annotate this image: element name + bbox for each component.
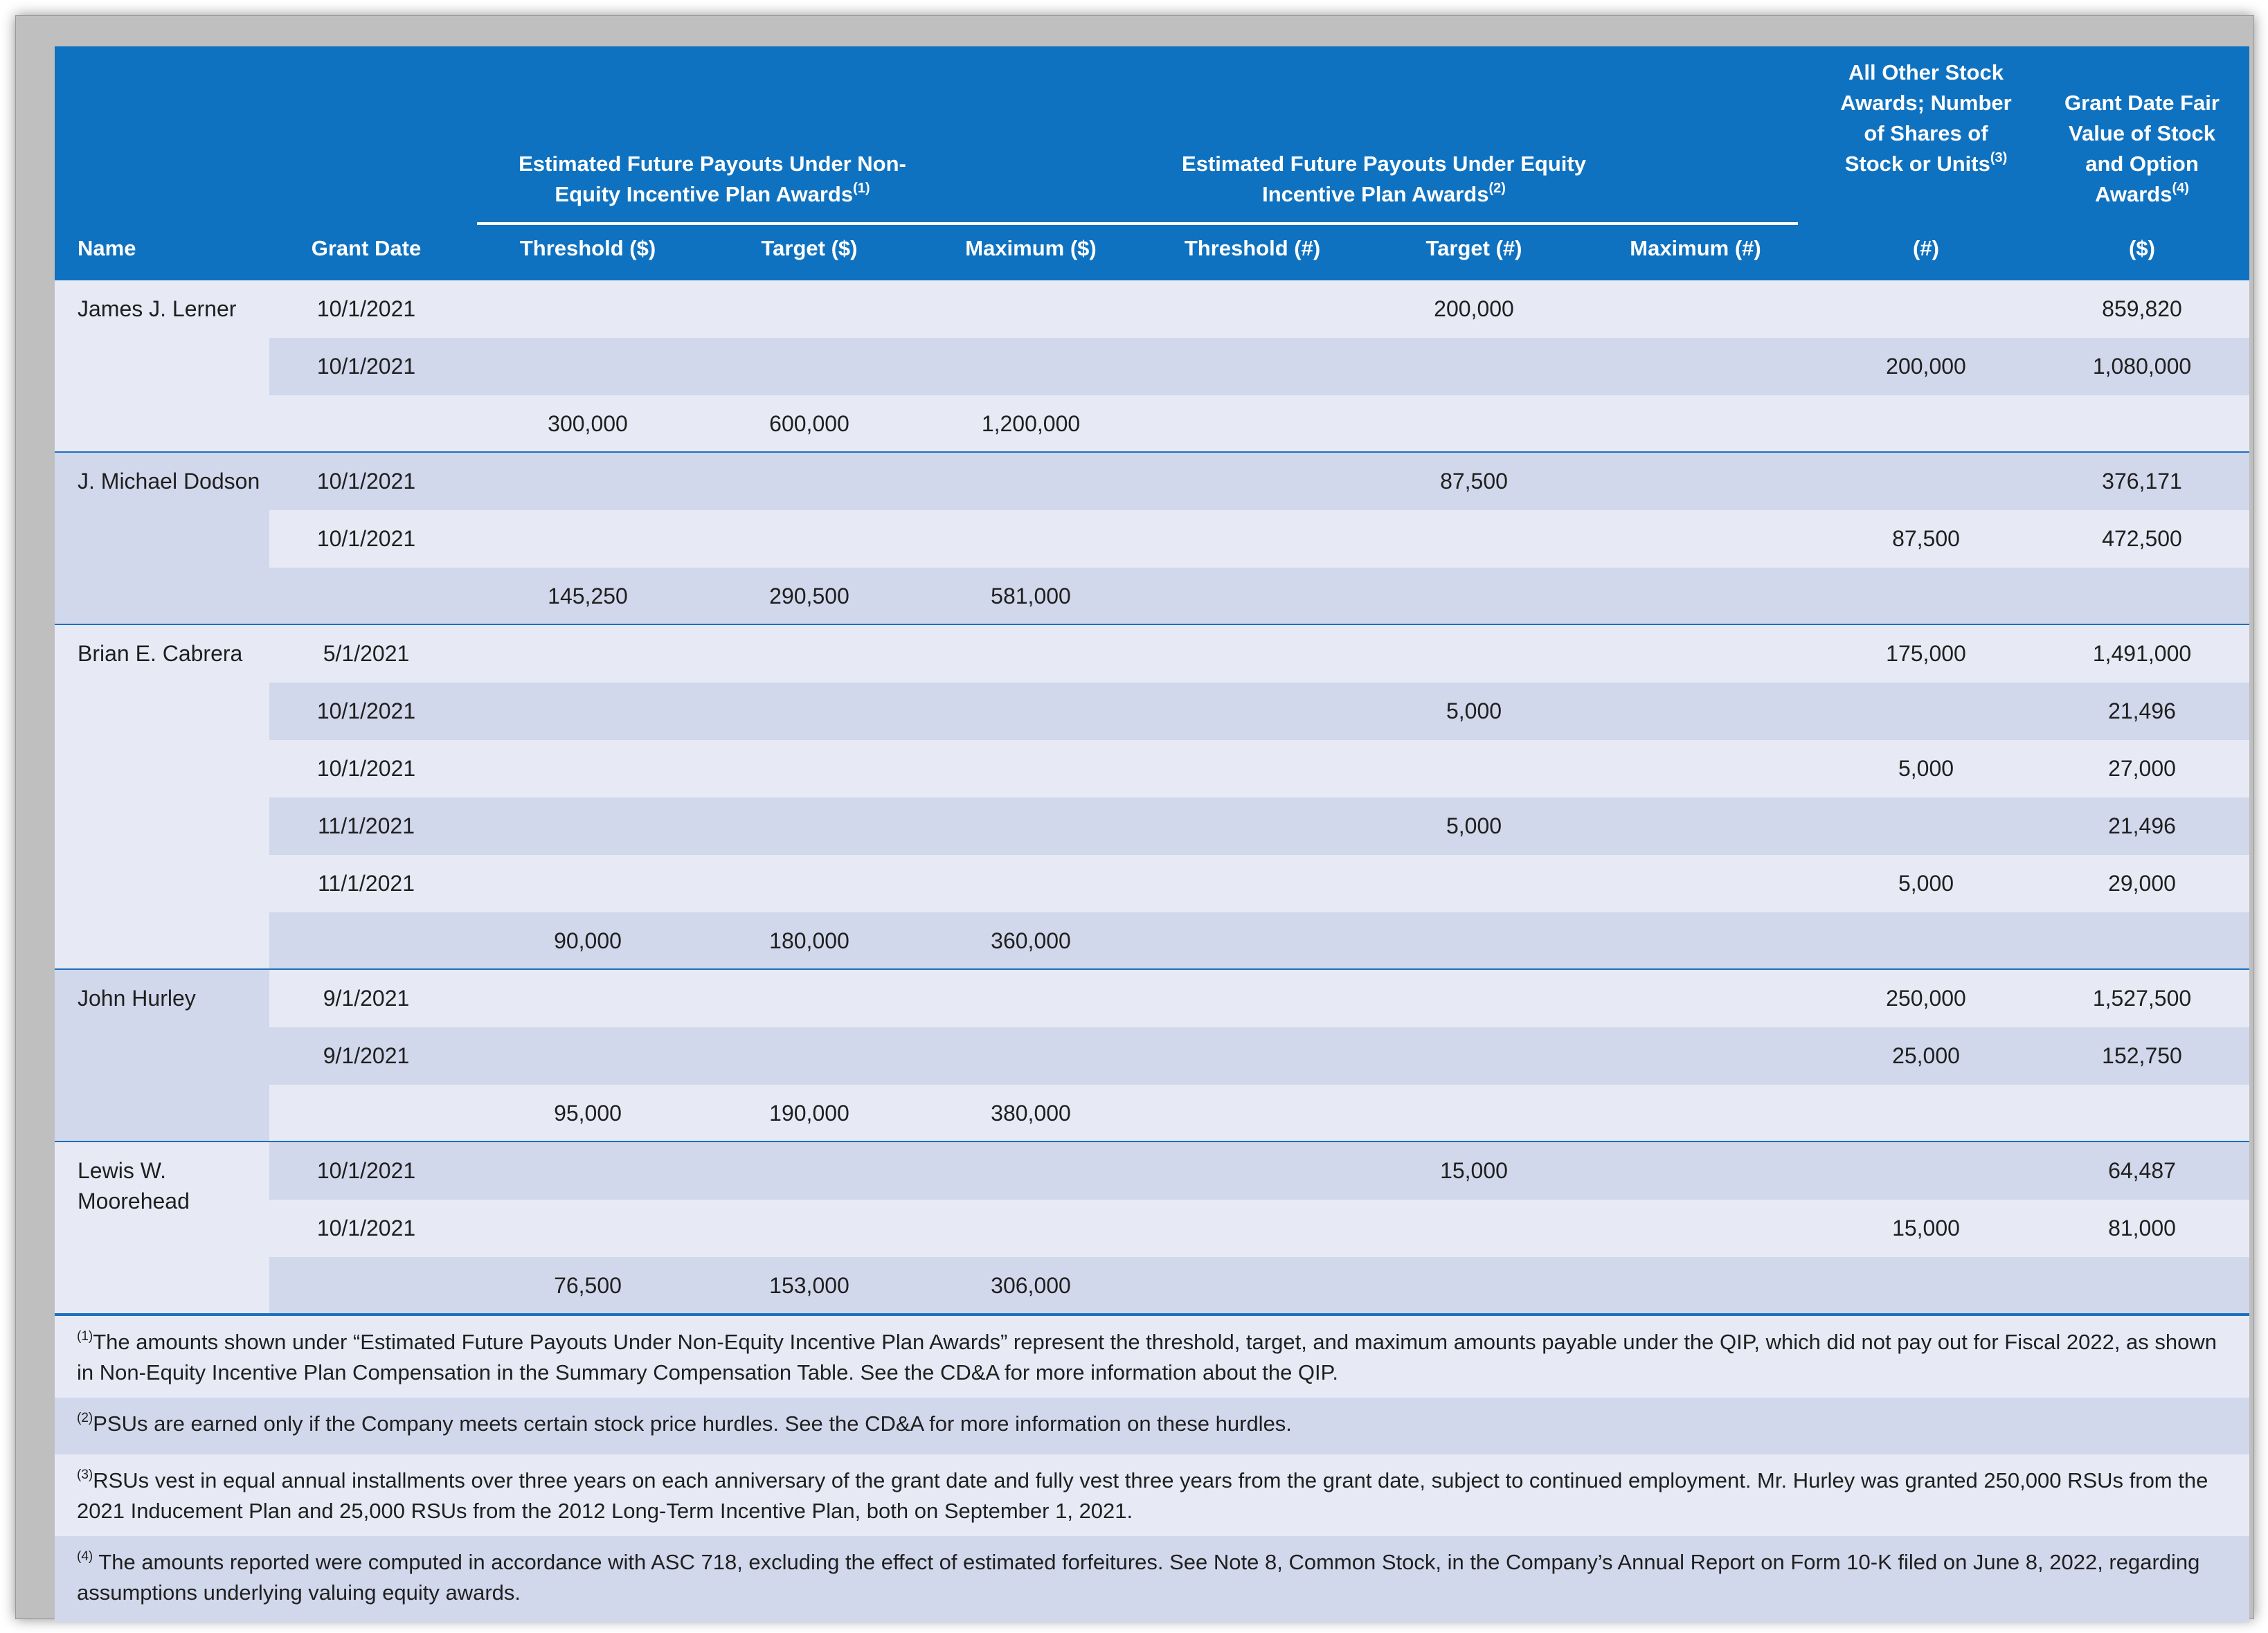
- cell-maximum-num: [1585, 1085, 1806, 1142]
- cell-maximum-usd: [920, 797, 1142, 855]
- cell-grant-date: [297, 1257, 435, 1315]
- cell-threshold-usd: [477, 740, 699, 797]
- cell-fair-value: 64,487: [2108, 1158, 2176, 1183]
- cell-target-usd: [699, 970, 920, 1027]
- cell-fair-value: 1,080,000: [2092, 354, 2192, 379]
- cell-fair-value: 152,750: [2102, 1043, 2182, 1068]
- cell-maximum-num: [1585, 1142, 1806, 1200]
- table-row: [55, 280, 2249, 338]
- cell-target-usd: [699, 683, 920, 740]
- footnote: [55, 1536, 2249, 1618]
- cell-maximum-num: [1585, 568, 1806, 625]
- cell-other-stock: [1833, 1142, 2019, 1200]
- cell-maximum-num: [1585, 280, 1806, 338]
- cell-target-usd: 153,000: [769, 1273, 849, 1298]
- cell-grant-date: 11/1/2021: [318, 813, 415, 838]
- cell-grant-date: 10/1/2021: [316, 1216, 416, 1240]
- cell-maximum-num: [1585, 1027, 1806, 1085]
- cell-maximum-usd: [920, 510, 1142, 568]
- cell-grant-date: 10/1/2021: [316, 296, 416, 321]
- cell-target-usd: [699, 510, 920, 568]
- cell-maximum-usd: [920, 338, 1142, 395]
- cell-target-num: [1363, 338, 1585, 395]
- cell-other-stock: [1833, 797, 2019, 855]
- footnote-mark: (2): [77, 1410, 93, 1425]
- cell-other-stock: [1833, 1257, 2019, 1315]
- cell-threshold-num: [1142, 912, 1363, 970]
- footnote-ref-2: (2): [1488, 180, 1506, 196]
- cell-grant-date: 5/1/2021: [323, 641, 410, 666]
- cell-fair-value: 1,491,000: [2092, 641, 2192, 666]
- cell-threshold-num: [1142, 1027, 1363, 1085]
- cell-other-stock: 15,000: [1892, 1216, 1960, 1240]
- table-row: [55, 1085, 2249, 1142]
- footnote-mark: (3): [77, 1467, 93, 1482]
- cell-maximum-num: [1585, 683, 1806, 740]
- header-other-stock: [1833, 57, 2019, 179]
- cell-other-stock: 175,000: [1886, 641, 1966, 666]
- footnote-body: The amounts reported were computed in accordance with ASC 718, excluding the effect of estimated forfeitures. See Note 8, Common Stock, in the Company’s Annual Report on Form 10-K filed on June 8, 2022, regarding assumptions underlying valuing equity awards.: [77, 1550, 2200, 1605]
- cell-target-num: [1363, 740, 1585, 797]
- cell-maximum-usd: 1,200,000: [981, 411, 1081, 436]
- table-row: [55, 510, 2249, 568]
- cell-fair-value: [2049, 395, 2235, 453]
- grants-table: [55, 46, 2249, 1623]
- footnote-text: [77, 1465, 2230, 1526]
- cell-grant-date: 10/1/2021: [316, 1158, 416, 1183]
- cell-threshold-usd: 145,250: [548, 584, 628, 608]
- footnote-body: PSUs are earned only if the Company meets certain stock price hurdles. See the CD&A for more information on these hurdles.: [93, 1411, 1292, 1436]
- cell-maximum-usd: 306,000: [991, 1273, 1071, 1298]
- cell-maximum-usd: [920, 1142, 1142, 1200]
- table-row: [55, 1142, 2249, 1200]
- person-name: Brian E. Cabrera: [78, 641, 243, 666]
- cell-fair-value: 21,496: [2108, 813, 2176, 838]
- table-row: [55, 1257, 2249, 1315]
- cell-threshold-num: [1142, 1257, 1363, 1315]
- cell-threshold-num: [1142, 568, 1363, 625]
- cell-fair-value: [2049, 912, 2235, 970]
- cell-maximum-num: [1585, 338, 1806, 395]
- cell-threshold-num: [1142, 510, 1363, 568]
- cell-maximum-usd: 581,000: [991, 584, 1071, 608]
- cell-target-num: 5,000: [1446, 698, 1502, 723]
- cell-other-stock: [1833, 1085, 2019, 1142]
- header-group-nonequity: [498, 149, 927, 210]
- cell-other-stock: [1833, 683, 2019, 740]
- cell-threshold-num: [1142, 855, 1363, 912]
- cell-fair-value: 1,527,500: [2092, 986, 2192, 1011]
- cell-maximum-usd: [920, 855, 1142, 912]
- cell-fair-value: [2049, 1085, 2235, 1142]
- person-name: J. Michael Dodson: [78, 469, 260, 494]
- footnote-ref-1: (1): [853, 180, 870, 196]
- footnote-ref-3: (3): [1990, 150, 2008, 165]
- person-name: John Hurley: [78, 986, 196, 1011]
- header-group-equity: [1162, 149, 1605, 210]
- table-row: [55, 453, 2249, 510]
- header-group-equity-label: Estimated Future Payouts Under Equity Incentive Plan Awards: [1182, 152, 1586, 206]
- table-row: [55, 625, 2249, 683]
- cell-maximum-usd: [920, 1027, 1142, 1085]
- cell-other-stock: [1833, 568, 2019, 625]
- group-rule-nonequity: [477, 222, 919, 225]
- header-maximum-usd: Maximum ($): [965, 236, 1097, 260]
- cell-fair-value: [2049, 1257, 2235, 1315]
- cell-maximum-num: [1585, 453, 1806, 510]
- cell-grant-date: 10/1/2021: [316, 756, 416, 781]
- cell-threshold-usd: [477, 855, 699, 912]
- cell-other-stock: 200,000: [1886, 354, 1966, 379]
- cell-maximum-num: [1585, 855, 1806, 912]
- cell-threshold-usd: [477, 625, 699, 683]
- cell-maximum-num: [1585, 970, 1806, 1027]
- cell-fair-value: 376,171: [2102, 469, 2182, 494]
- cell-target-num: [1363, 970, 1585, 1027]
- cell-target-usd: [699, 280, 920, 338]
- cell-threshold-num: [1142, 970, 1363, 1027]
- cell-threshold-usd: 300,000: [548, 411, 628, 436]
- header-fair-value: [2049, 88, 2235, 210]
- table-row: [55, 338, 2249, 395]
- cell-target-usd: 290,500: [769, 584, 849, 608]
- cell-target-usd: [699, 740, 920, 797]
- cell-maximum-num: [1585, 625, 1806, 683]
- cell-maximum-num: [1585, 740, 1806, 797]
- header-other-stock-label: All Other Stock Awards; Number of Shares of Stock or Units: [1840, 60, 2012, 176]
- cell-threshold-num: [1142, 740, 1363, 797]
- table-row: [55, 855, 2249, 912]
- cell-maximum-usd: [920, 970, 1142, 1027]
- cell-target-usd: [699, 453, 920, 510]
- cell-maximum-usd: [920, 1200, 1142, 1257]
- header-target-num: Target (#): [1425, 236, 1522, 260]
- cell-threshold-usd: 95,000: [554, 1101, 622, 1126]
- cell-grant-date: 11/1/2021: [318, 871, 415, 896]
- cell-target-num: [1363, 1200, 1585, 1257]
- cell-fair-value: 472,500: [2102, 526, 2182, 551]
- cell-target-num: [1363, 1085, 1585, 1142]
- header-name: Name: [78, 236, 136, 260]
- table-row: [55, 568, 2249, 625]
- cell-maximum-num: [1585, 510, 1806, 568]
- footnote-ref-4: (4): [2172, 180, 2189, 196]
- person-name: James J. Lerner: [78, 296, 237, 321]
- cell-threshold-num: [1142, 797, 1363, 855]
- footnote: [55, 1398, 2249, 1454]
- cell-target-num: [1363, 568, 1585, 625]
- cell-maximum-usd: [920, 625, 1142, 683]
- table-row: [55, 395, 2249, 453]
- cell-other-stock: 5,000: [1898, 756, 1954, 781]
- footnote-text: [77, 1409, 2230, 1439]
- cell-maximum-num: [1585, 395, 1806, 453]
- cell-maximum-usd: [920, 453, 1142, 510]
- cell-fair-value: [2049, 568, 2235, 625]
- footnote-body: The amounts shown under “Estimated Future Payouts Under Non-Equity Incentive Plan Awards” represent the threshold, target, and maximum amounts payable under the QIP, which did not pay out for Fiscal 2022, as shown in Non-Equity Incentive Plan Compensation in the Summary Compensation Table. See the CD&A for more information about the QIP.: [77, 1330, 2217, 1384]
- cell-target-num: [1363, 510, 1585, 568]
- person-name: Lewis W. Moorehead: [78, 1158, 190, 1214]
- footnote: [55, 1316, 2249, 1398]
- footnote-mark: (4): [77, 1549, 93, 1564]
- header-group-nonequity-label: Estimated Future Payouts Under Non-Equity Incentive Plan Awards: [519, 152, 906, 206]
- cell-fair-value: 859,820: [2102, 296, 2182, 321]
- cell-maximum-usd: 360,000: [991, 928, 1071, 953]
- cell-maximum-num: [1585, 797, 1806, 855]
- cell-target-usd: [699, 338, 920, 395]
- cell-grant-date: 10/1/2021: [316, 526, 416, 551]
- cell-target-num: [1363, 1257, 1585, 1315]
- cell-other-stock: [1833, 280, 2019, 338]
- cell-fair-value: 81,000: [2108, 1216, 2176, 1240]
- header-target-usd: Target ($): [761, 236, 858, 260]
- header-fair-value-unit: ($): [2129, 236, 2155, 260]
- cell-threshold-num: [1142, 280, 1363, 338]
- cell-threshold-num: [1142, 1200, 1363, 1257]
- cell-other-stock: [1833, 395, 2019, 453]
- cell-target-usd: [699, 855, 920, 912]
- cell-other-stock: 250,000: [1886, 986, 1966, 1011]
- header-maximum-num: Maximum (#): [1630, 236, 1761, 260]
- header-threshold-usd: Threshold ($): [519, 236, 656, 260]
- cell-threshold-usd: [477, 1027, 699, 1085]
- header-fair-value-label: Grant Date Fair Value of Stock and Option Awards: [2064, 91, 2220, 206]
- cell-maximum-num: [1585, 912, 1806, 970]
- cell-maximum-usd: [920, 683, 1142, 740]
- table-row: [55, 797, 2249, 855]
- cell-threshold-num: [1142, 1085, 1363, 1142]
- cell-other-stock: 87,500: [1892, 526, 1960, 551]
- cell-threshold-usd: [477, 683, 699, 740]
- cell-other-stock: 5,000: [1898, 871, 1954, 896]
- cell-threshold-num: [1142, 453, 1363, 510]
- table-row: [55, 683, 2249, 740]
- table-row: [55, 970, 2249, 1027]
- cell-grant-date: 9/1/2021: [323, 986, 410, 1011]
- cell-threshold-usd: [477, 280, 699, 338]
- cell-maximum-usd: 380,000: [991, 1101, 1071, 1126]
- table-row: [55, 912, 2249, 970]
- cell-target-num: 5,000: [1446, 813, 1502, 838]
- cell-target-usd: 180,000: [769, 928, 849, 953]
- cell-fair-value: 21,496: [2108, 698, 2176, 723]
- cell-grant-date: [297, 1085, 435, 1142]
- cell-threshold-num: [1142, 1142, 1363, 1200]
- cell-threshold-usd: [477, 797, 699, 855]
- cell-other-stock: [1833, 453, 2019, 510]
- cell-other-stock: [1833, 912, 2019, 970]
- cell-grant-date: 10/1/2021: [316, 354, 416, 379]
- cell-target-num: 15,000: [1440, 1158, 1508, 1183]
- table-row: [55, 1200, 2249, 1257]
- cell-other-stock: 25,000: [1892, 1043, 1960, 1068]
- cell-target-num: [1363, 912, 1585, 970]
- footnote-mark: (1): [77, 1328, 93, 1344]
- cell-target-num: [1363, 1027, 1585, 1085]
- cell-threshold-usd: [477, 510, 699, 568]
- cell-target-num: 200,000: [1434, 296, 1514, 321]
- cell-fair-value: 29,000: [2108, 871, 2176, 896]
- cell-target-usd: [699, 1200, 920, 1257]
- cell-target-usd: [699, 797, 920, 855]
- header-threshold-num: Threshold (#): [1184, 236, 1321, 260]
- cell-maximum-usd: [920, 740, 1142, 797]
- footnote: [55, 1454, 2249, 1536]
- cell-grant-date: 10/1/2021: [316, 469, 416, 494]
- cell-grant-date: [297, 912, 435, 970]
- cell-threshold-num: [1142, 625, 1363, 683]
- footnote-text: [77, 1327, 2230, 1388]
- cell-threshold-usd: [477, 453, 699, 510]
- group-rule-equity: [919, 222, 1798, 225]
- cell-maximum-num: [1585, 1257, 1806, 1315]
- cell-threshold-num: [1142, 683, 1363, 740]
- cell-threshold-usd: [477, 338, 699, 395]
- cell-target-num: [1363, 625, 1585, 683]
- cell-grant-date: 9/1/2021: [323, 1043, 410, 1068]
- cell-grant-date: [297, 395, 435, 453]
- footnote-text: [77, 1547, 2230, 1608]
- cell-threshold-usd: 90,000: [554, 928, 622, 953]
- cell-threshold-num: [1142, 338, 1363, 395]
- cell-target-usd: 190,000: [769, 1101, 849, 1126]
- cell-fair-value: 27,000: [2108, 756, 2176, 781]
- cell-threshold-num: [1142, 395, 1363, 453]
- cell-threshold-usd: [477, 970, 699, 1027]
- cell-threshold-usd: 76,500: [554, 1273, 622, 1298]
- cell-threshold-usd: [477, 1200, 699, 1257]
- cell-target-usd: [699, 625, 920, 683]
- cell-target-usd: [699, 1142, 920, 1200]
- header-grant-date: Grant Date: [311, 236, 422, 260]
- cell-target-num: [1363, 395, 1585, 453]
- cell-threshold-usd: [477, 1142, 699, 1200]
- cell-target-usd: 600,000: [769, 411, 849, 436]
- page-frame: [15, 15, 2254, 1619]
- table-header: [55, 46, 2249, 280]
- cell-target-num: 87,500: [1440, 469, 1508, 494]
- cell-target-num: [1363, 855, 1585, 912]
- table-row: [55, 740, 2249, 797]
- cell-grant-date: 10/1/2021: [316, 698, 416, 723]
- cell-maximum-usd: [920, 280, 1142, 338]
- cell-maximum-num: [1585, 1200, 1806, 1257]
- footnote-body: RSUs vest in equal annual installments over three years on each anniversary of the grant date and fully vest three years from the grant date, subject to continued employment. Mr. Hurley was granted 250,000 RSUs from the 2021 Inducement Plan and 25,000 RSUs from the 2012 Long-Term Incentive Plan, both on September 1, 2021.: [77, 1468, 2208, 1523]
- cell-grant-date: [297, 568, 435, 625]
- cell-target-usd: [699, 1027, 920, 1085]
- table-row: [55, 1027, 2249, 1085]
- header-other-stock-unit: (#): [1913, 236, 1939, 260]
